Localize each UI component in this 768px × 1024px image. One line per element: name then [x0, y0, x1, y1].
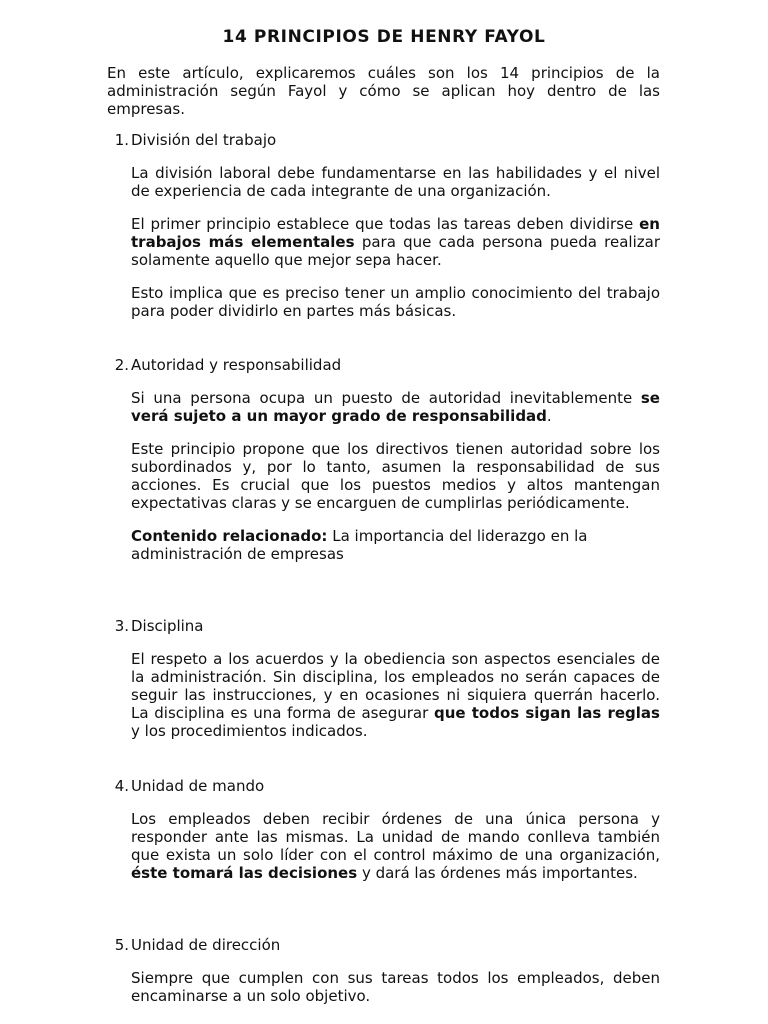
related-content-link: La importancia del liderazgo en la administración de empresas	[131, 527, 588, 563]
principle-item-1	[107, 131, 660, 320]
principle-number: 5.	[114, 936, 129, 954]
principle-title: División del trabajo	[131, 131, 277, 149]
related-content-paragraph	[131, 527, 660, 563]
paragraph-text: y los procedimientos indicados.	[131, 722, 368, 740]
principle-title: Autoridad y responsabilidad	[131, 356, 342, 374]
emphasis-text: que todos sigan las reglas	[433, 704, 660, 722]
paragraph-text: .	[546, 407, 552, 425]
paragraph-text: El respeto a los acuerdos y la obediencia son aspectos esenciales de la administración. Sin disciplina, los empleados no serán capaces de seguir las instrucciones, y en ocasiones ni siquiera querrán hacerlo. La disciplina es una forma de asegurar	[131, 650, 660, 722]
principle-number: 3.	[114, 617, 129, 635]
principle-paragraph: La división laboral debe fundamentarse en las habilidades y el nivel de experiencia de cada integrante de una organización.	[131, 164, 660, 200]
principle-title: Unidad de mando	[131, 777, 265, 795]
intro-paragraph: En este artículo, explicaremos cuáles son los 14 principios de la administración según Fayol y cómo se aplican hoy dentro de las empresas.	[107, 64, 660, 118]
related-content-label: Contenido relacionado:	[131, 527, 328, 545]
principle-item-5	[107, 936, 660, 1005]
principle-heading	[107, 356, 660, 374]
document-title: 14 PRINCIPIOS DE HENRY FAYOL	[222, 27, 546, 47]
paragraph-text: y dará las órdenes más importantes.	[361, 864, 638, 882]
paragraph-text: Si una persona ocupa un puesto de autoridad inevitablemente	[131, 389, 633, 407]
principle-item-2	[107, 356, 660, 563]
principle-heading	[107, 617, 660, 635]
principle-item-4	[107, 777, 660, 882]
paragraph-text: para que cada persona pueda realizar solamente aquello que mejor sepa hacer.	[131, 233, 660, 269]
emphasis-text: en trabajos más elementales	[131, 215, 660, 251]
principle-heading	[107, 777, 660, 795]
principle-paragraph: Este principio propone que los directivos tienen autoridad sobre los subordinados y, por lo tanto, asumen la responsabilidad de sus acciones. Es crucial que los puestos medios y altos mantengan expectativas claras y se encarguen de cumplirlas periódicamente.	[131, 440, 660, 512]
principle-number: 1.	[114, 131, 129, 149]
principle-paragraph	[131, 650, 660, 740]
principle-paragraph	[131, 389, 660, 425]
principle-paragraph: Siempre que cumplen con sus tareas todos los empleados, deben encaminarse a un solo objetivo.	[131, 969, 660, 1005]
principle-heading	[107, 131, 660, 149]
principle-title: Unidad de dirección	[131, 936, 281, 954]
principle-number: 2.	[114, 356, 129, 374]
principle-paragraph	[131, 215, 660, 269]
principle-item-3	[107, 617, 660, 740]
principle-paragraph	[131, 810, 660, 882]
paragraph-text: El primer principio establece que todas las tareas deben dividirse	[131, 215, 634, 233]
emphasis-text: se verá sujeto a un mayor grado de responsabilidad	[131, 389, 660, 425]
principle-paragraph: Esto implica que es preciso tener un amplio conocimiento del trabajo para poder dividirlo en partes más básicas.	[131, 284, 660, 320]
paragraph-text: Los empleados deben recibir órdenes de una única persona y responder ante las mismas. La unidad de mando conlleva también que exista un solo líder con el control máximo de una organización,	[131, 810, 660, 864]
principle-number: 4.	[114, 777, 129, 795]
emphasis-text: éste tomará las decisiones	[131, 864, 358, 882]
principle-heading	[107, 936, 660, 954]
principle-title: Disciplina	[131, 617, 204, 635]
